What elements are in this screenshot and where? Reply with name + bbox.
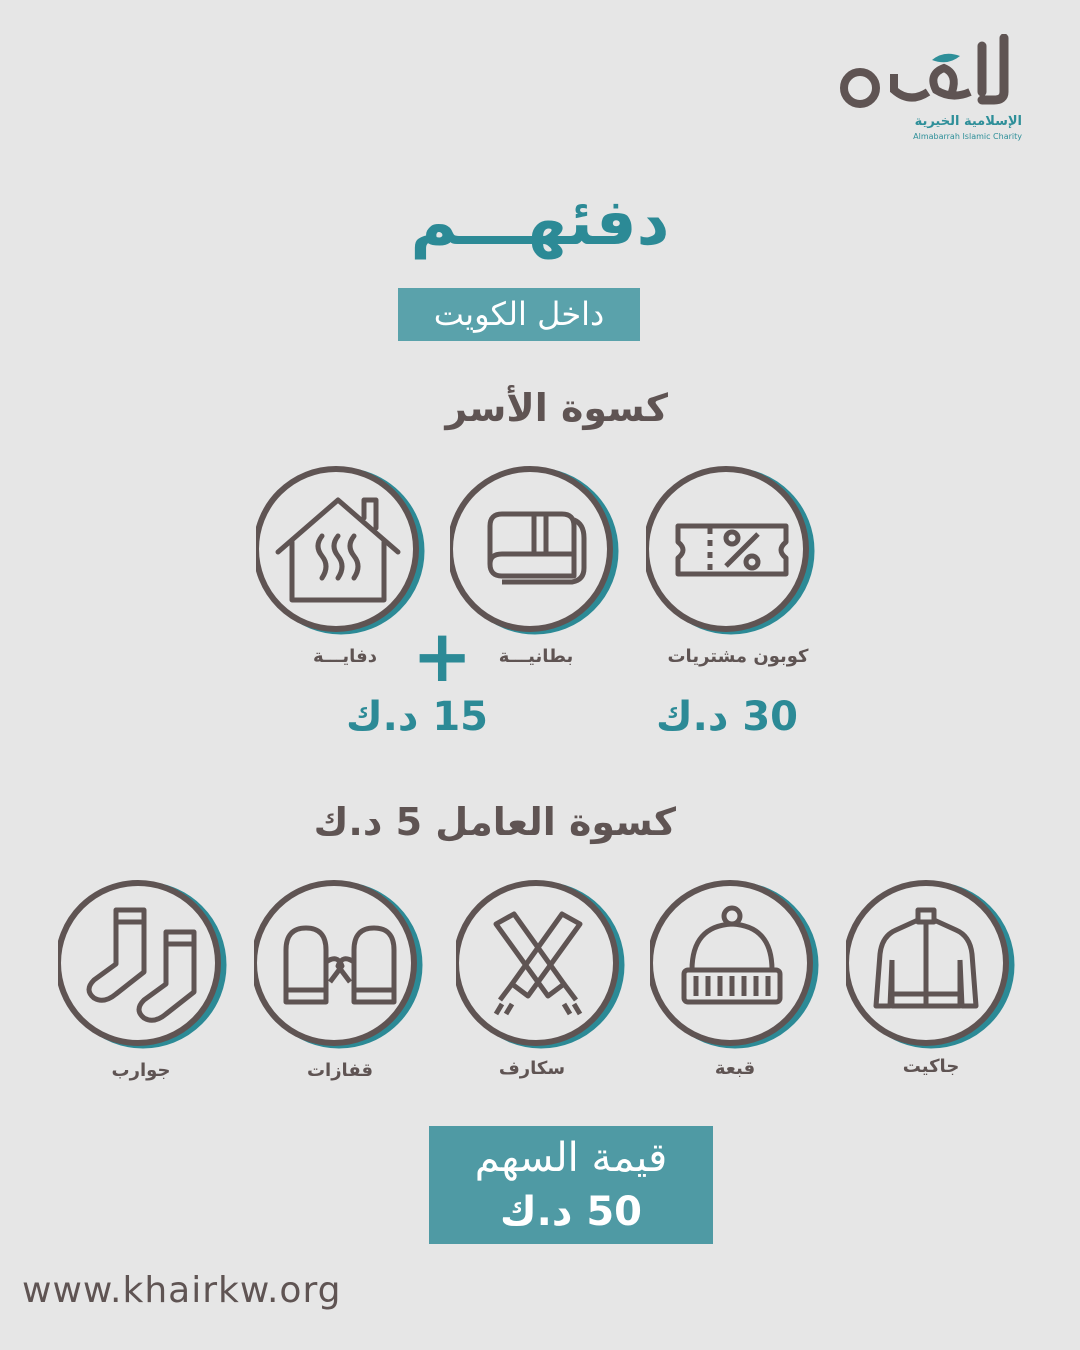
jacket-item (846, 880, 1016, 1050)
coupon-price: 30 د.ك (656, 694, 798, 740)
logo-subtitle-ar: الإسلامية الخيرية (914, 114, 1022, 129)
gloves-icon (254, 880, 429, 1055)
family-section-title: كسوة الأسر (445, 386, 668, 430)
jacket-icon (846, 880, 1021, 1055)
coupon-label: كوبون مشتريات (667, 646, 809, 667)
logo-subtitle-en: Almabarrah Islamic Charity (913, 132, 1022, 141)
plus-sign: + (412, 614, 473, 698)
blanket-item (450, 466, 620, 636)
share-title: قيمة السهم (474, 1135, 668, 1181)
hat-label: قبعة (714, 1058, 756, 1079)
brand-logo (832, 34, 1022, 146)
coupon-item (646, 466, 816, 636)
share-value: 50 د.ك (500, 1189, 642, 1235)
jacket-label: جاكيت (902, 1056, 960, 1077)
page-title: دفئهـــم (410, 186, 670, 260)
worker-section-title: كسوة العامل 5 د.ك (313, 800, 676, 844)
heater-label: دفايـــة (313, 646, 377, 667)
socks-label: جوارب (111, 1060, 171, 1081)
heater-icon (256, 466, 431, 641)
scarf-icon (456, 880, 631, 1055)
hat-item (650, 880, 820, 1050)
gloves-item (254, 880, 424, 1050)
blanket-label: بطانيـــة (498, 646, 574, 667)
socks-icon (58, 880, 233, 1055)
coupon-icon (646, 466, 821, 641)
blanket-icon (450, 466, 625, 641)
heater-item (256, 466, 426, 636)
website-link[interactable]: www.khairkw.org (22, 1270, 342, 1311)
blanket-heater-price: 15 د.ك (346, 694, 488, 740)
gloves-label: قفازات (306, 1060, 374, 1081)
hat-icon (650, 880, 825, 1055)
logo-mark (832, 34, 1022, 114)
location-badge: داخل الكويت (398, 288, 640, 341)
scarf-label: سكارف (498, 1058, 566, 1079)
socks-item (58, 880, 228, 1050)
scarf-item (456, 880, 626, 1050)
share-value-box (429, 1126, 713, 1244)
